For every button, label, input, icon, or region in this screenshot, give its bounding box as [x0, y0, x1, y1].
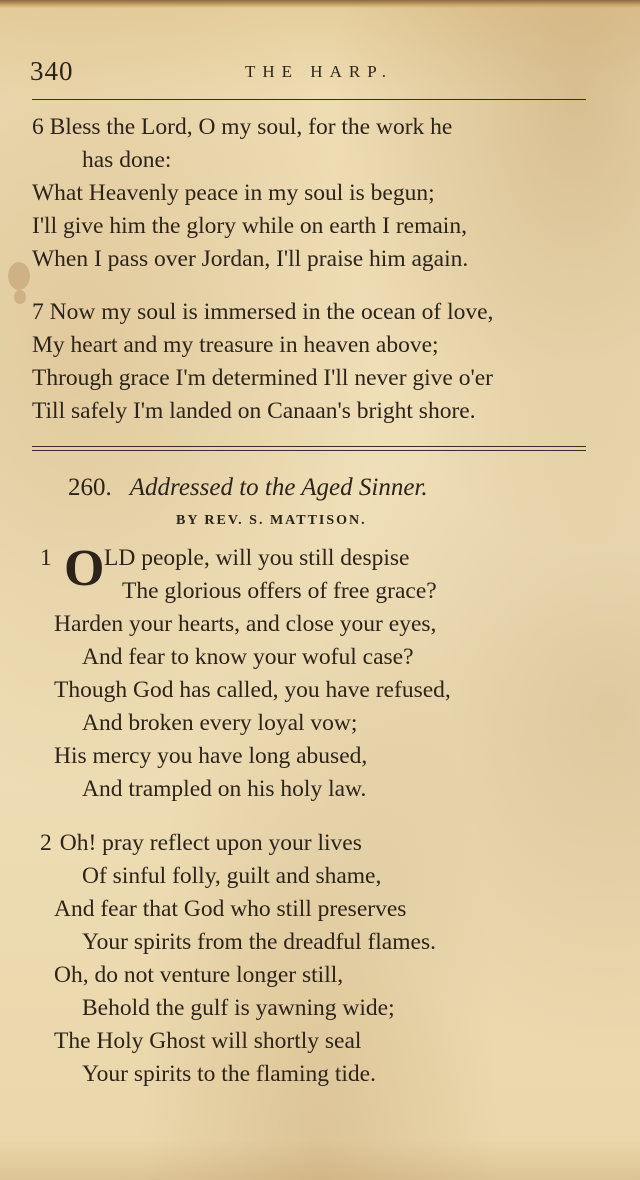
verse-line: 6 Bless the Lord, O my soul, for the work he — [32, 114, 453, 140]
verse-line: His mercy you have long abused, — [54, 743, 368, 769]
verse-line: Of sinful folly, guilt and shame, — [82, 863, 382, 889]
page-top-edge — [0, 0, 640, 8]
verse-line: My heart and my treasure in heaven above; — [32, 332, 439, 358]
page-bottom-edge — [0, 1140, 640, 1180]
section-divider — [32, 446, 586, 447]
verse-line: The glorious offers of free grace? — [122, 578, 437, 604]
verse-line: The Holy Ghost will shortly seal — [54, 1028, 362, 1054]
paper-stain — [14, 290, 26, 304]
page-header — [30, 56, 590, 94]
verse-line: Your spirits from the dreadful flames. — [82, 929, 436, 955]
verse-line: Your spirits to the flaming tide. — [82, 1061, 376, 1087]
verse-line: Harden your hearts, and close your eyes, — [54, 611, 437, 637]
running-head: THE HARP. — [245, 62, 394, 81]
paper-stain — [8, 262, 30, 290]
verse-number: 1 — [40, 545, 52, 571]
verse-number: 2 — [40, 830, 52, 856]
verse-line: When I pass over Jordan, I'll praise him again. — [32, 246, 469, 272]
verse-line: And trampled on his holy law. — [82, 776, 367, 802]
verse-line: Through grace I'm determined I'll never give o'er — [32, 365, 493, 391]
verse-line: I'll give him the glory while on earth I remain, — [32, 213, 467, 239]
hymn-heading — [68, 474, 428, 502]
verse-line: 7 Now my soul is immersed in the ocean of love, — [32, 299, 494, 325]
hymn-title: Addressed to the Aged Sinner. — [129, 474, 428, 501]
verse-line: And fear that God who still preserves — [54, 896, 407, 922]
drop-cap: O — [64, 540, 105, 597]
verse-line: Behold the gulf is yawning wide; — [82, 995, 395, 1021]
hymn-number: 260. — [68, 474, 112, 501]
verse-line: Oh, do not venture longer still, — [54, 962, 344, 988]
verse-line: And broken every loyal vow; — [82, 710, 358, 736]
page-number: 340 — [30, 56, 74, 86]
verse-line: Till safely I'm landed on Canaan's bright shore. — [32, 398, 476, 424]
verse-line: And fear to know your woful case? — [82, 644, 414, 670]
hymn-author: BY REV. S. MATTISON. — [176, 513, 367, 528]
verse-line: LD people, will you still despise — [104, 545, 410, 571]
verse-line — [40, 828, 362, 858]
verse-text: Oh! pray reflect upon your lives — [59, 830, 362, 856]
verse-line: Though God has called, you have refused, — [54, 677, 451, 703]
verse-line: has done: — [82, 147, 172, 173]
verse-line: What Heavenly peace in my soul is begun; — [32, 180, 435, 206]
header-rule — [32, 99, 586, 100]
